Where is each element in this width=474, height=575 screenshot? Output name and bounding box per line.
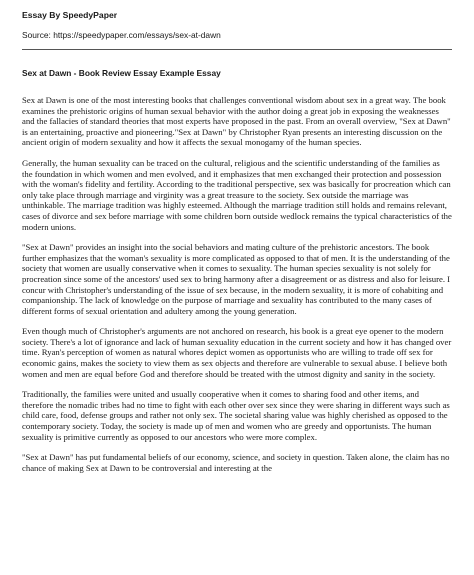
paragraph: Traditionally, the families were united and usually cooperative when it comes to sharing food and other items, and therefore the nomadic tribes had no time to fight with each other over sex since they were sharing in different ways such as child care, food, defense groups and rather not only sex. The societal sharing value was highly cherished as opposed to the contemporary society. Today, the society is made up of men and women who are greedy and opportunists. The human sexuality is primitive currently as opposed to our ancestors who were more complex.	[22, 389, 450, 442]
essay-body	[22, 95, 452, 473]
paragraph: "Sex at Dawn" provides an insight into the social behaviors and mating culture of the prehistoric ancestors. The book further emphasizes that the woman's sexuality is more complicated as opposed to that of men. It is the understanding of the society that women are usually conservative when it comes to sexuality. The human species sexuality is not solely for procreation since some of the ancestors' used sex to bring harmony after a disagreement or as distress and also for leisure. I concur with Christopher's understanding of the issue of sex because, in the modern sexuality, it is more of cohabiting and companionship. The lack of knowledge on the purpose of marriage and sexuality has contributed to the many cases of different forms of sexual orientation and adultery among the young generation.	[22, 242, 451, 316]
paragraph: Sex at Dawn is one of the most interesting books that challenges conventional wisdom about sex in a great way. The book examines the prehistoric origins of human sexual behavior with the author doing a great job in exposing the weaknesses and the fallacies of standard theories that most experts have proposed in the past. From an overall overview, "Sex at Dawn" is an entertaining, proactive and pioneering."Sex at Dawn" by Christopher Ryan presents an interesting discussion on the ancient origin of modern sexuality and how it affects the sexual monogamy of the human species.	[22, 95, 451, 148]
paragraph: Generally, the human sexuality can be traced on the cultural, religious and the scientific understanding of the families as the foundation in which women and men evolved, and it emphasizes that men exchanged their protection and possession with the woman's fidelity and fertility. According to the traditional perspective, sex was basically for procreation which can only take place through marriage and virginity was a great treasure to the society. Sex outside the marriage was unthinkable. The marriage tradition was highly esteemed. Although the marriage tradition still holds and remains relevant, cases of divorce and sex before marriage with some children born outside wedlock remains the typical characteristics of the modern unions.	[22, 157, 452, 232]
paragraph: "Sex at Dawn" has put fundamental beliefs of our economy, science, and society in question. Taken alone, the claim has no chance of making Sex at Dawn to be controversial and interesting at the	[22, 452, 450, 473]
source-line: Source: https://speedypaper.com/essays/sex-at-dawn	[22, 30, 221, 40]
brand-heading: Essay By SpeedyPaper	[22, 10, 118, 20]
paragraph: Even though much of Christopher's arguments are not anchored on research, his book is a great eye opener to the modern society. There's a lot of ignorance and lack of human sexuality education in the current society and how it has changed over time. Ryan's perception of women as natural whores depict women as opportunists who are willing to trade off sex for economic gains, makes the society to view them as sex objects and therefore are vulnerable to sexual abuse. I believe both women and men are equal before God and therefore should be treated with the utmost dignity and sanity in the society.	[22, 326, 452, 379]
essay-title: Sex at Dawn - Book Review Essay Example Essay	[22, 68, 221, 78]
header-divider	[22, 49, 452, 50]
